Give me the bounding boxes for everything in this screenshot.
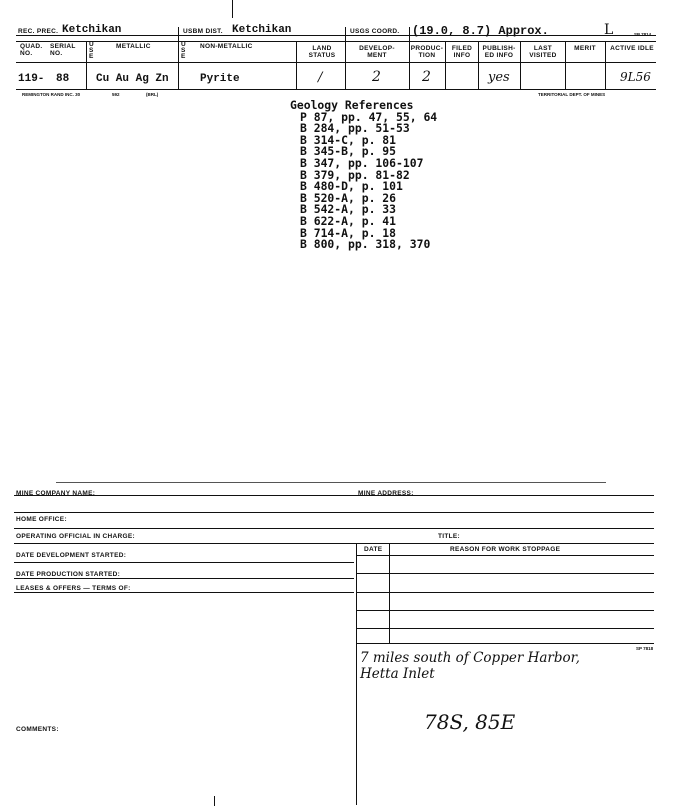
nonmetallic-value: Pyrite [200, 73, 240, 85]
home-office-label: HOME OFFICE: [16, 516, 67, 523]
rule-dev [14, 562, 354, 563]
reference-item: B 345-B, p. 95 [300, 144, 397, 159]
panel-divider [356, 543, 357, 805]
quad-value: 119- [18, 73, 45, 85]
bottom-mark [214, 796, 215, 806]
col-sep [178, 27, 179, 89]
header-rule-2 [16, 41, 656, 42]
reference-item: B 480-D, p. 101 [300, 179, 403, 194]
usbm-dist-value: Ketchikan [232, 24, 292, 36]
rule-prod [14, 578, 354, 579]
rule-company [14, 495, 654, 496]
stoppage-row [356, 643, 654, 644]
reference-item: P 87, pp. 47, 55, 64 [300, 109, 438, 124]
form-edge [56, 482, 606, 483]
stoppage-row [356, 610, 654, 611]
date-col-label: DATE [364, 546, 383, 553]
col-sep [565, 41, 566, 89]
active-idle-value: 9L56 [620, 70, 651, 84]
location-note-line-1: 7 miles south of Copper Harbor, [360, 650, 580, 666]
use-letters-2: U S E [181, 41, 186, 60]
col-sep [445, 41, 446, 89]
stoppage-row [356, 592, 654, 593]
rule-leases [14, 592, 354, 593]
serial-label: SERIAL NO. [50, 43, 76, 57]
stoppage-row [356, 573, 654, 574]
production-label: PRODUC- TION [410, 45, 444, 59]
top-mark [232, 0, 233, 18]
references-list [290, 109, 438, 252]
rec-prec-label: REC. PREC. [18, 28, 59, 35]
reference-item: B 714-A, p. 18 [300, 225, 397, 240]
reference-item: B 800, pp. 318, 370 [300, 237, 431, 252]
mine-company-label: MINE COMPANY NAME: [16, 490, 96, 497]
mine-address-label: MINE ADDRESS: [358, 490, 414, 497]
col-sep [605, 41, 606, 89]
development-label: DEVELOP- MENT [359, 45, 395, 59]
form-number-2: SP 7818 [636, 646, 654, 651]
township-range-note: 78S, 85E [424, 710, 516, 734]
printer-credit: REMINGTON RAND INC. 30 [22, 92, 81, 97]
quad-label: QUAD. NO. [20, 43, 43, 57]
territorial-dept: TERRITORIAL DEPT. OF MINES [538, 92, 606, 97]
title-label: TITLE: [438, 533, 461, 540]
reference-item: B 284, pp. 51-53 [300, 121, 410, 136]
reference-item: B 542-A, p. 33 [300, 202, 397, 217]
rec-prec-value: Ketchikan [62, 24, 122, 36]
usgs-coord-label: USGS COORD. [350, 28, 400, 35]
metallic-label: METALLIC [116, 43, 151, 50]
printer-code-2: (BRL) [146, 92, 159, 97]
col-sep [478, 41, 479, 89]
header-rule-4 [16, 89, 656, 90]
published-info-label: PUBLISH- ED INFO [482, 45, 516, 59]
last-visited-label: LAST VISITED [529, 45, 557, 59]
serial-value: 88 [56, 73, 70, 85]
corner-mark: L [604, 22, 614, 38]
merit-label: MERIT [574, 45, 596, 52]
metallic-value: Cu Au Ag Zn [96, 73, 169, 85]
comments-label: COMMENTS: [16, 726, 59, 733]
location-note-line-2: Hetta Inlet [360, 666, 435, 682]
usgs-coord-value: (19.0, 8.7) Approx. [412, 24, 549, 38]
stoppage-header-rule [356, 555, 654, 556]
leases-label: LEASES & OFFERS — TERMS OF: [16, 585, 131, 592]
land-status-value: / [318, 70, 323, 85]
references-title: Geology References [290, 98, 414, 112]
printer-code: 592 [112, 92, 120, 97]
reference-item: B 622-A, p. 41 [300, 213, 397, 228]
reference-item: B 314-C, p. 81 [300, 132, 397, 147]
date-production-label: DATE PRODUCTION STARTED: [16, 571, 121, 578]
usbm-dist-label: USBM DIST. [183, 28, 223, 35]
land-status-label: LAND STATUS [308, 45, 336, 59]
active-idle-label: ACTIVE IDLE [610, 45, 654, 52]
rule-home [14, 512, 654, 513]
published-value: yes [488, 70, 510, 85]
col-sep [296, 41, 297, 89]
form-number: SP 7814 [634, 32, 652, 37]
reference-item: B 520-A, p. 26 [300, 190, 397, 205]
filed-info-label: FILED INFO [451, 45, 473, 59]
operating-official-label: OPERATING OFFICIAL IN CHARGE: [16, 533, 135, 540]
use-letters-1: U S E [89, 41, 94, 60]
header-rule-3 [16, 62, 656, 63]
production-value: 2 [422, 69, 431, 85]
col-sep [520, 41, 521, 89]
col-sep [345, 27, 346, 89]
geology-references [290, 100, 437, 251]
rule-official [14, 528, 654, 529]
reason-label: REASON FOR WORK STOPPAGE [450, 546, 561, 553]
nonmetallic-label: NON-METALLIC [200, 43, 253, 50]
reference-item: B 379, pp. 81-82 [300, 167, 410, 182]
date-development-label: DATE DEVELOPMENT STARTED: [16, 552, 127, 559]
stoppage-row [356, 628, 654, 629]
reference-item: B 347, pp. 106-107 [300, 155, 424, 170]
development-value: 2 [372, 69, 381, 85]
rule-title [14, 543, 654, 544]
col-sep [86, 41, 87, 89]
